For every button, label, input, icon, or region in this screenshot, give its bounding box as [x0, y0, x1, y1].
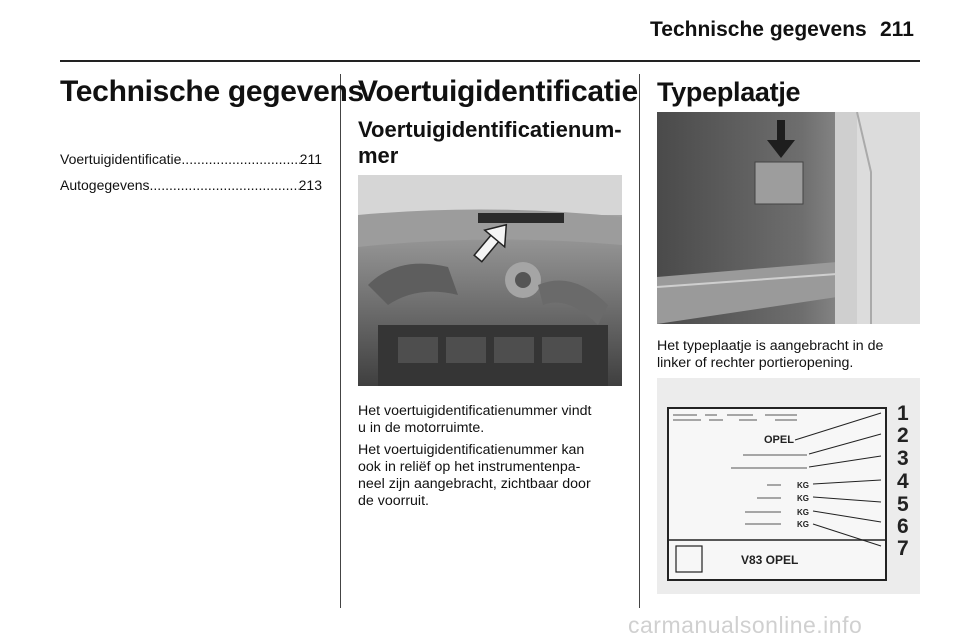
typeplate-drawing	[657, 378, 920, 594]
engine-bay-illustration	[358, 175, 622, 386]
page-number: 211	[880, 18, 914, 41]
toc-entry-page: 213	[298, 177, 322, 193]
toc-leader	[150, 177, 299, 193]
toc-entry-page: 211	[299, 151, 322, 167]
callout-number: 7	[897, 537, 909, 560]
section-title-typeplate: Typeplaatje	[657, 77, 801, 107]
toc-entry[interactable]	[60, 177, 322, 193]
text-line: linker of rechter portieropening.	[657, 355, 854, 371]
text-line: Het typeplaatje is aangebracht in de	[657, 338, 884, 354]
text-line: Het voertuigidentificatienummer vindt	[358, 403, 592, 419]
callout-number: 3	[897, 447, 909, 470]
text-line: neel zijn aangebracht, zichtbaar door	[358, 476, 591, 492]
header-rule	[60, 60, 920, 62]
toc-leader	[181, 151, 299, 167]
door-pillar-illustration	[657, 112, 920, 324]
toc-entry-label: Voertuigidentificatie	[60, 151, 182, 167]
callout-number: 2	[897, 424, 909, 447]
subsection-title-line-2: mer	[358, 143, 399, 168]
text-line: ook in reliëf op het instrumentenpa-	[358, 459, 581, 475]
plate-bottom-text: V83 OPEL	[741, 553, 799, 567]
callout-number: 5	[897, 493, 909, 516]
callout-number: 4	[897, 470, 909, 493]
dashboard-paragraph	[358, 442, 628, 510]
subsection-title-line-1: Voertuigidentificatienum-	[358, 117, 622, 142]
engine-bay-photo	[358, 175, 622, 386]
text-line: Het voertuigidentificatienummer kan	[358, 442, 585, 458]
source-watermark: carmanualsonline.info	[628, 612, 863, 638]
column-divider-left	[340, 74, 341, 608]
plate-unit-kg: KG	[797, 481, 809, 490]
chapter-title: Technische gegevens	[60, 75, 364, 108]
engine-bay-paragraph	[358, 403, 628, 437]
toc-entry-label: Autogegevens	[60, 177, 150, 193]
plate-unit-kg: KG	[797, 520, 809, 529]
section-title: Voertuigidentificatie	[358, 75, 638, 108]
text-line: de voorruit.	[358, 493, 429, 509]
toc-entry[interactable]	[60, 151, 322, 167]
callout-number: 6	[897, 515, 909, 538]
typeplate-paragraph	[657, 338, 927, 372]
plate-brand: OPEL	[764, 434, 794, 446]
typeplate-diagram	[657, 378, 920, 594]
running-header-title: Technische gegevens	[650, 18, 867, 41]
column-divider-right	[639, 74, 640, 608]
plate-unit-kg: KG	[797, 494, 809, 503]
callout-number: 1	[897, 402, 909, 425]
door-opening-photo	[657, 112, 920, 324]
text-line: u in de motorruimte.	[358, 420, 485, 436]
plate-unit-kg: KG	[797, 508, 809, 517]
